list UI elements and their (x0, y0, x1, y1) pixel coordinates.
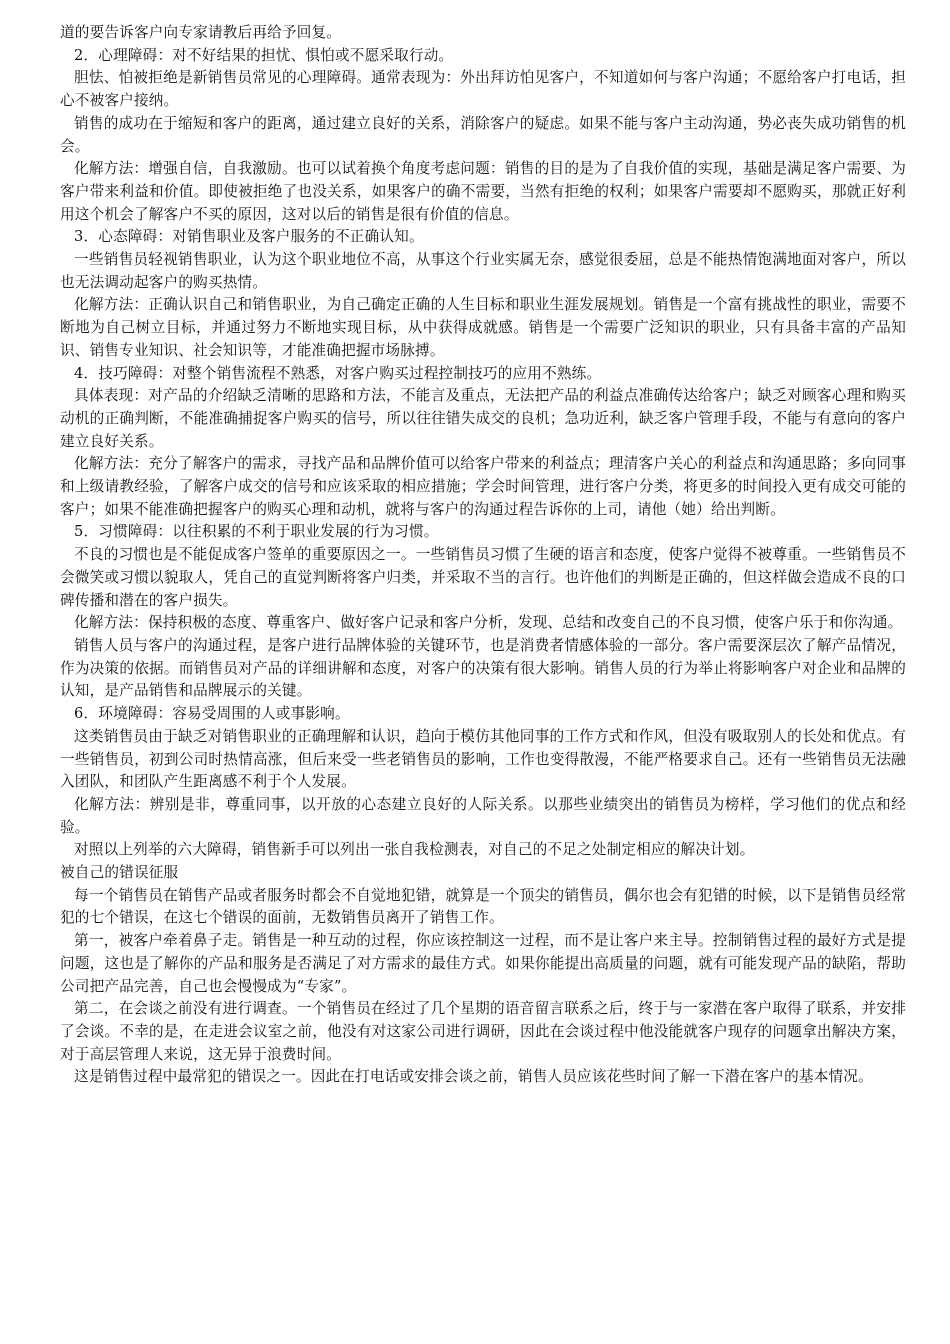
paragraph: 销售人员与客户的沟通过程，是客户进行品牌体验的关键环节，也是消费者情感体验的一部分。客户需要深层次了解产品情况，作为决策的依据。而销售员对产品的详细讲解和态度，对客户的决策有很大影响。销售人员的行为举止将影响客户对企业和品牌的认知，是产品销售和品牌展示的关键。 (60, 636, 906, 700)
paragraph-continuation: 道的要告诉客户向专家请教后再给予回复。 (60, 24, 342, 41)
paragraph: 化解方法：增强自信，自我激励。也可以试着换个角度考虑问题：销售的目的是为了自我价值的实现，基础是满足客户需要、为客户带来利益和价值。即使被拒绝了也没关系，如果客户的确不需要，当然有拒绝的权利；如果客户需要却不愿购买，那就正好利用这个机会了解客户不买的原因，这对以后的销售是很有价值的信息。 (60, 160, 906, 223)
paragraph: 第一，被客户牵着鼻子走。销售是一种互动的过程，你应该控制这一过程，而不是让客户来主导。控制销售过程的最好方式是提问题，这也是了解你的产品和服务是否满足了对方需求的最佳方式。如果你能提出高质量的问题，就有可能发现产品的缺陷，帮助公司把产品完善，自己也会慢慢成为“专家”。 (60, 932, 906, 995)
paragraph: 这是销售过程中最常犯的错误之一。因此在打电话或安排会谈之前，销售人员应该花些时间了解一下潜在客户的基本情况。 (74, 1068, 873, 1086)
section-heading-environment-barrier: 6．环境障碍：容易受周围的人或事影响。 (74, 705, 350, 723)
paragraph: 化解方法：充分了解客户的需求，寻找产品和品牌价值可以给客户带来的利益点；理清客户关心的利益点和沟通思路；多向同事和上级请教经验，了解客户成交的信号和应该采取的相应措施；学会时间管理，进行客户分类，将更多的时间投入更有成交可能的客户；如果不能准确把握客户的购买心理和动机，就将与客户的沟通过程告诉你的上司，请他（她）给出判断。 (60, 455, 906, 518)
section-heading-mindset-barrier: 3．心态障碍：对销售职业及客户服务的不正确认知。 (74, 228, 424, 246)
paragraph: 对照以上列举的六大障碍，销售新手可以列出一张自我检测表，对自己的不足之处制定相应的解决计划。 (74, 841, 755, 859)
paragraph: 胆怯、怕被拒绝是新销售员常见的心理障碍。通常表现为：外出拜访怕见客户，不知道如何与客户沟通；不愿给客户打电话，担心不被客户接纳。 (60, 69, 906, 110)
paragraph: 化解方法：正确认识自己和销售职业，为自己确定正确的人生目标和职业生涯发展规划。销售是一个富有挑战性的职业，需要不断地为自己树立目标，并通过努力不断地实现目标，从中获得成就感。销售是一个需要广泛知识的职业，只有具备丰富的产品知识、销售专业知识、社会知识等，才能准确把握市场脉搏。 (60, 296, 906, 359)
document-page (60, 22, 906, 1089)
paragraph: 化解方法：辨别是非，尊重同事，以开放的心态建立良好的人际关系。以那些业绩突出的销售员为榜样，学习他们的优点和经验。 (60, 795, 906, 836)
paragraph: 销售的成功在于缩短和客户的距离，通过建立良好的关系，消除客户的疑虑。如果不能与客户主动沟通，势必丧失成功销售的机会。 (60, 114, 906, 155)
section-title: 被自己的错误征服 (60, 864, 179, 882)
paragraph: 这类销售员由于缺乏对销售职业的正确理解和认识，趋向于模仿其他同事的工作方式和作风，但没有吸取别人的长处和优点。有一些销售员，初到公司时热情高涨，但后来受一些老销售员的影响，工作也变得散漫，不能严格要求自己。还有一些销售员无法融入团队，和团队产生距离感不利于个人发展。 (60, 727, 906, 791)
paragraph: 第二，在会谈之前没有进行调查。一个销售员在经过了几个星期的语音留言联系之后，终于与一家潜在客户取得了联系，并安排了会谈。不幸的是，在走进会议室之前，他没有对这家公司进行调研，因此在会谈过程中他没能就客户现存的问题拿出解决方案，对于高层管理人来说，这无异于浪费时间。 (60, 1000, 906, 1063)
section-heading-habit-barrier: 5．习惯障碍：以往积累的不利于职业发展的行为习惯。 (74, 523, 439, 541)
section-heading-psychological-barrier: 2．心理障碍：对不好结果的担忧、惧怕或不愿采取行动。 (74, 46, 454, 64)
paragraph: 化解方法：保持积极的态度、尊重客户、做好客户记录和客户分析，发现、总结和改变自己的不良习惯，使客户乐于和你沟通。 (74, 614, 903, 632)
paragraph: 每一个销售员在销售产品或者服务时都会不自觉地犯错，就算是一个顶尖的销售员，偶尔也会有犯错的时候，以下是销售员经常犯的七个错误，在这七个错误的面前，无数销售员离开了销售工作。 (60, 886, 906, 927)
section-heading-skill-barrier: 4．技巧障碍：对整个销售流程不熟悉，对客户购买过程控制技巧的应用不熟练。 (74, 364, 602, 382)
paragraph: 一些销售员轻视销售职业，认为这个职业地位不高，从事这个行业实属无奈，感觉很委屈，总是不能热情饱满地面对客户，所以也无法调动起客户的购买热情。 (60, 251, 906, 291)
paragraph: 不良的习惯也是不能促成客户签单的重要原因之一。一些销售员习惯了生硬的语言和态度，使客户觉得不被尊重。一些销售员不会微笑或习惯以貌取人，凭自己的直觉判断将客户归类，并采取不当的言行。也许他们的判断是正确的，但这样做会造成不良的口碑传播和潜在的客户损失。 (60, 546, 906, 609)
paragraph: 具体表现：对产品的介绍缺乏清晰的思路和方法，不能言及重点，无法把产品的利益点准确传达给客户；缺乏对顾客心理和购买动机的正确判断，不能准确捕捉客户购买的信号，所以往往错失成交的良机；急功近利，缺乏客户管理手段，不能与有意向的客户建立良好关系。 (60, 387, 906, 450)
